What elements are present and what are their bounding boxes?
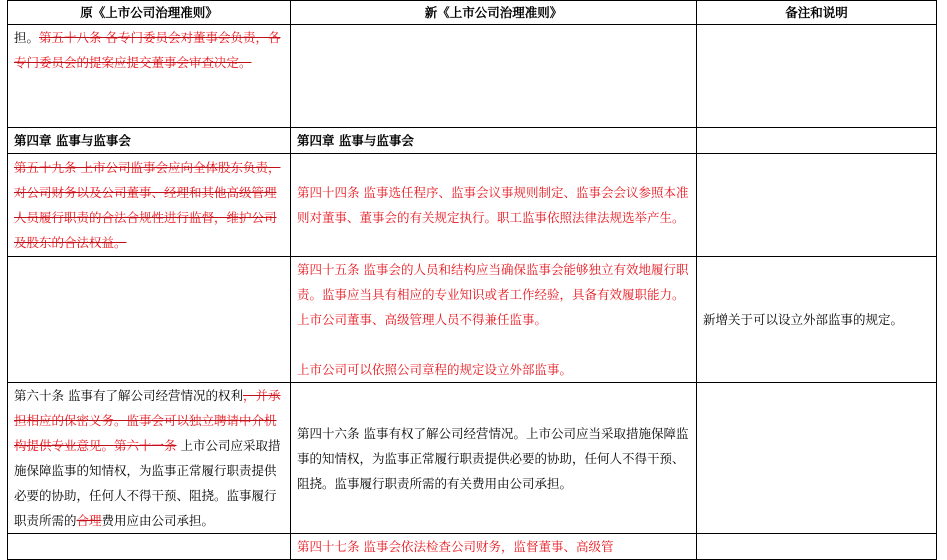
cell-new [291,25,697,128]
header-row [8,1,937,25]
cell-original [8,534,291,560]
header-new: 新《上市公司治理准则》 [291,1,697,25]
chapter-heading-original: 第四章 监事与监事会 [8,128,291,154]
deleted-text: ，并承担相应的保密义务。监事会可以独立聘请中介机构提供专业意见。 [14,388,281,453]
cell-new: 第四十四条 监事选任程序、监事会议事规则制定、监事会会议参照本准则对董事、董事会的有关规定执行。职工监事依照法律法规选举产生。 [291,154,697,257]
header-original: 原《上市公司治理准则》 [8,1,291,25]
text: 第六十条 监事有了解公司经营情况的权利 [14,388,243,403]
table-row [8,128,937,154]
cell-new: 第四十六条 监事有权了解公司经营情况。上市公司应当采取措施保障监事的知情权，为监事正常履行职责提供必要的协助，任何人不得干预、阻挠。监事履行职责所需的有关费用由公司承担。 [291,383,697,534]
table-row [8,383,937,534]
new-paragraph: 第四十五条 监事会的人员和结构应当确保监事会能够独立有效地履行职责。监事应当具有相应的专业知识或者工作经验，具备有效履职能力。上市公司董事、高级管理人员不得兼任监事。 [297,262,689,327]
cell-new [291,257,697,383]
text: 费用应由公司承担。 [101,513,215,528]
deleted-text: 第六十一条 [114,438,177,453]
table-row [8,257,937,383]
cell-notes [697,128,937,154]
cell-original [8,383,291,534]
text: 上市公司应采取措施保障监事的知情权，为监事正常履行职责提供必要的协助，任何人不得干预、阻挠。监事履行职责所需的 [14,438,281,528]
cell-original-deleted: 第五十九条 上市公司监事会应向全体股东负责，对公司财务以及公司董事、经理和其他高级管理人员履行职责的合法合规性进行监督，维护公司及股东的合法权益。 [8,154,291,257]
header-notes: 备注和说明 [697,1,937,25]
chapter-heading-new: 第四章 监事与监事会 [291,128,697,154]
cell-original [8,25,291,128]
cell-new: 第四十七条 监事会依法检查公司财务，监督董事、高级管 [291,534,697,560]
deleted-text: 合理 [76,513,102,528]
text: 担。 [14,30,40,45]
table-row [8,25,937,128]
cell-original [8,257,291,383]
deleted-text: 第五十八条 各专门委员会对董事会负责，各专门委员会的提案应提交董事会审查决定。 [14,30,281,70]
table-row [8,154,937,257]
table-row [8,534,937,560]
comparison-table [7,0,937,560]
cell-notes: 新增关于可以设立外部监事的规定。 [697,257,937,383]
new-paragraph: 上市公司可以依照公司章程的规定设立外部监事。 [297,362,573,377]
cell-notes [697,383,937,534]
cell-notes [697,154,937,257]
cell-notes [697,534,937,560]
cell-notes [697,25,937,128]
